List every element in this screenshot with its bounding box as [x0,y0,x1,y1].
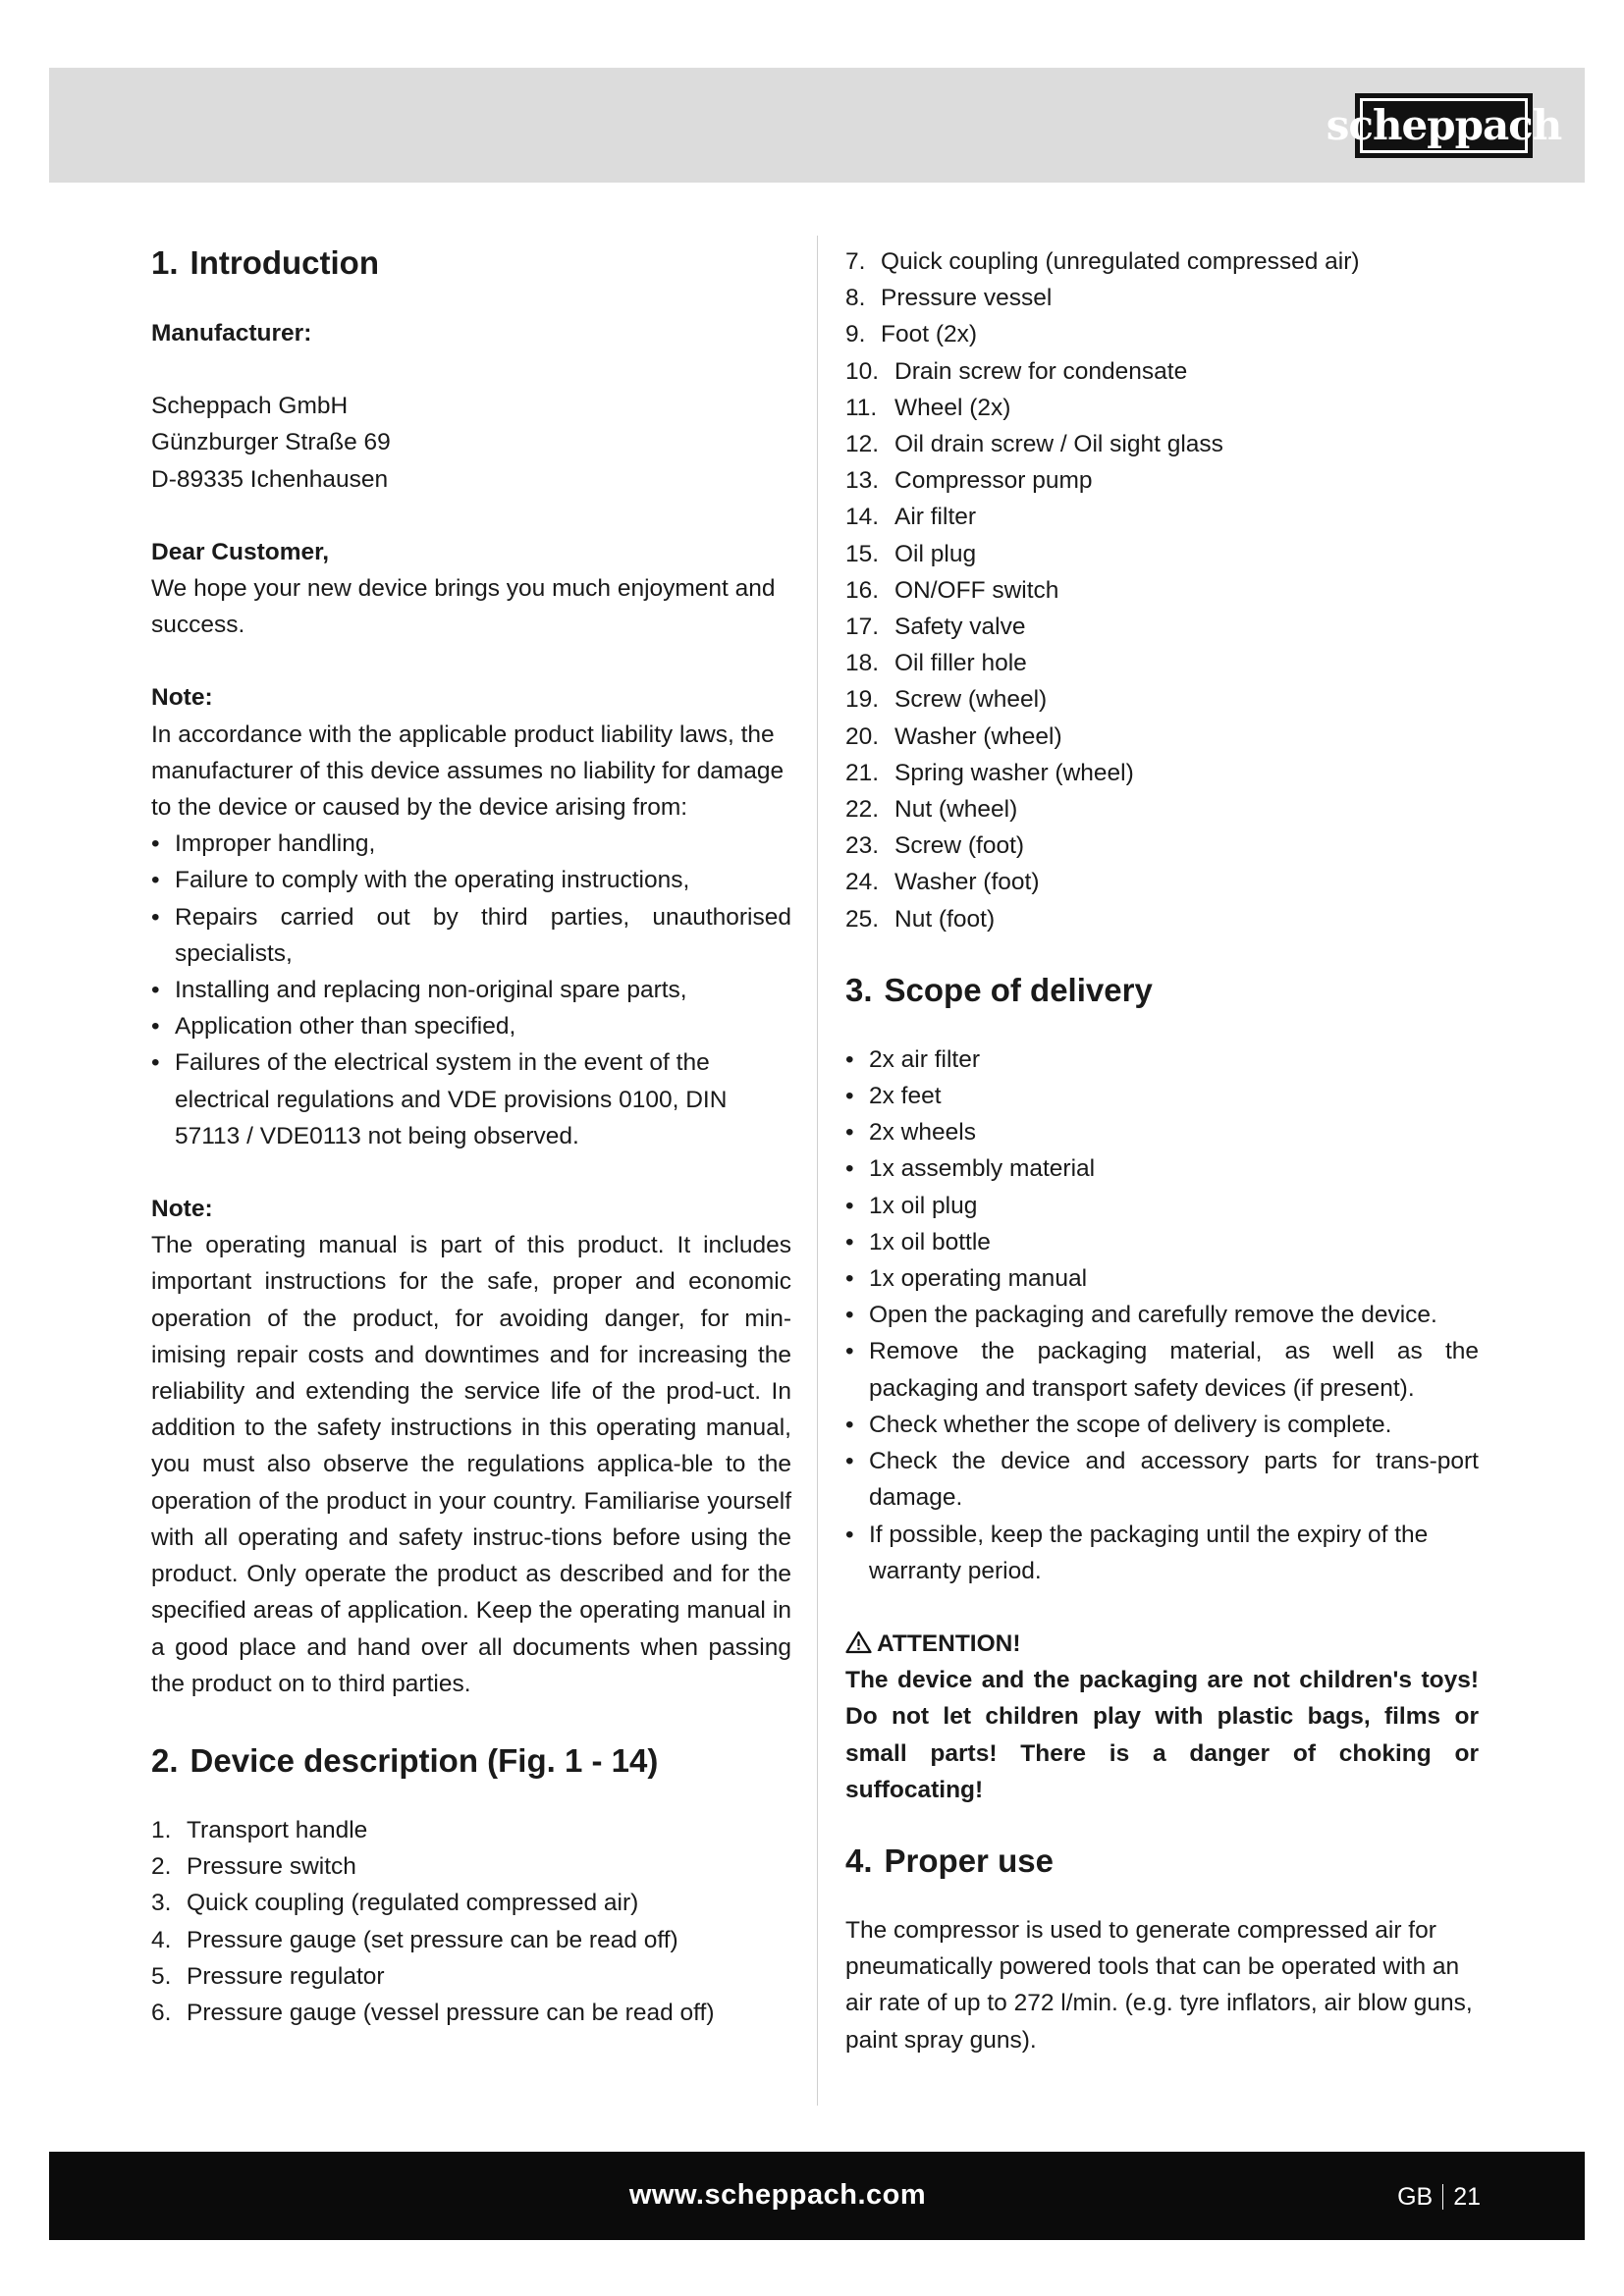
logo-text: scheppach [1326,101,1562,149]
list-item: • Open the packaging and carefully remove the device. [845,1297,1479,1333]
scheppach-logo [1326,93,1562,158]
list-item: • Remove the packaging material, as well as the packaging and transport safety devices (if present). [845,1333,1479,1406]
list-item: • 2x wheels [845,1114,1479,1150]
note-label: Note: [151,1196,213,1223]
right-column [845,243,1479,2058]
dear-customer: Dear Customer, [151,538,330,565]
list-item: • 1x assembly material [845,1150,1479,1187]
manual-note-text: The operating manual is part of this product. It includes important instructions for the safe, proper and economic operation of the product, for avoiding danger, for min-imising repair costs and downtimes and for increasing the reliability and extending the service life of the prod-uct. In addition to the safety instructions in this operating manual, you must also observe the regulations applica-ble to the operation of the product in your country. Familiarise yourself with all operating and safety instruc-tions before using the product. Only operate the product as described and for the specified areas of application. Keep the operating manual in a good place and hand over all documents when passing the product on to third parties. [151,1232,791,1697]
list-item: 4. Pressure gauge (set pressure can be read off) [151,1926,678,1953]
address-line: Günzburger Straße 69 [151,429,391,456]
device-parts-list-b [845,243,1479,937]
note-label: Note: [151,684,213,712]
greeting-text: We hope your new device brings you much enjoyment and success. [151,575,776,639]
list-item: • 2x feet [845,1078,1479,1114]
list-item: 1. Transport handle [151,1816,368,1843]
list-item: 6. Pressure gauge (vessel pressure can be read off) [151,1999,715,2026]
proper-use-heading: 4. Proper use [845,1842,1054,1879]
list-item: 25. Nut (foot) [845,905,996,933]
liability-list [151,826,791,1154]
list-item: 20. Washer (wheel) [845,722,1062,750]
list-item: 21. Spring washer (wheel) [845,759,1134,786]
list-item: • Improper handling, [151,826,791,862]
scope-of-delivery-list [845,1041,1479,1589]
list-item: 16. ON/OFF switch [845,576,1059,604]
liability-text: In accordance with the applicable product liability laws, the manufacturer of this device assumes no liability for damage to the device or caused by the device arising from: [151,721,785,822]
list-item: 2. Pressure switch [151,1853,356,1881]
warning-triangle-icon [845,1630,872,1654]
list-item: • 1x oil plug [845,1188,1479,1224]
list-item: 9. Foot (2x) [845,321,978,348]
list-item: 18. Oil filler hole [845,650,1027,677]
list-item: 19. Screw (wheel) [845,686,1048,714]
list-item: • Check whether the scope of delivery is complete. [845,1407,1479,1443]
list-item: 14. Air filter [845,504,977,531]
device-parts-list-a [151,1812,791,2031]
list-item: • Application other than specified, [151,1008,791,1044]
list-item: • Failures of the electrical system in the event of the electrical regulations and VDE provisions 0100, DIN 57113 / VDE0113 not being observed. [151,1044,791,1154]
website-url: www.scheppach.com [628,2179,927,2211]
list-item: 8. Pressure vessel [845,285,1053,312]
left-column [151,243,791,2031]
list-item: 24. Washer (foot) [845,869,1040,896]
device-description-heading: 2. Device description (Fig. 1 - 14) [151,1741,659,1779]
list-item: 11. Wheel (2x) [845,394,1011,421]
attention-text: The device and the packaging are not children's toys! Do not let children play with plastic bags, films or small parts! There is a danger of choking or suffocating! [845,1667,1479,1803]
list-item: • Repairs carried out by third parties, unauthorised specialists, [151,899,791,972]
list-item: • Failure to comply with the operating instructions, [151,862,791,898]
footer-bar [49,2152,1585,2240]
list-item: 3. Quick coupling (regulated compressed air) [151,1890,639,1917]
list-item: • Installing and replacing non-original spare parts, [151,972,791,1008]
list-item: 5. Pressure regulator [151,1962,385,1990]
list-item: 23. Screw (foot) [845,832,1025,860]
proper-use-text: The compressor is used to generate compressed air for pneumatically powered tools that can be operated with an air rate of up to 272 l/min. (e.g. tyre inflators, air blow guns, paint spray guns). [845,1916,1473,2054]
address-line: Scheppach GmbH [151,393,349,420]
list-item: • If possible, keep the packaging until the expiry of the warranty period. [845,1517,1479,1589]
list-item: 13. Compressor pump [845,467,1093,495]
list-item: 15. Oil plug [845,540,977,567]
list-item: • 2x air filter [845,1041,1479,1078]
manufacturer-address [151,388,791,498]
page-number-value: 21 [1453,2183,1481,2211]
introduction-heading: 1. Introduction [151,244,379,281]
list-item: 22. Nut (wheel) [845,796,1018,824]
column-divider [817,236,818,2106]
scope-of-delivery-heading: 3. Scope of delivery [845,971,1153,1008]
address-line: D-89335 Ichenhausen [151,465,389,493]
language-code: GB [1397,2183,1434,2211]
list-item: • 1x oil bottle [845,1224,1479,1260]
page-number [1397,2183,1481,2212]
list-item: 7. Quick coupling (unregulated compressed air) [845,248,1360,275]
list-item: 10. Drain screw for condensate [845,357,1188,385]
list-item: 17. Safety valve [845,614,1026,641]
list-item: • 1x operating manual [845,1260,1479,1297]
list-item: 12. Oil drain screw / Oil sight glass [845,431,1223,458]
list-item: • Check the device and accessory parts for trans-port damage. [845,1443,1479,1516]
attention-label: ATTENTION! [845,1626,1479,1662]
manufacturer-label: Manufacturer: [151,320,312,347]
